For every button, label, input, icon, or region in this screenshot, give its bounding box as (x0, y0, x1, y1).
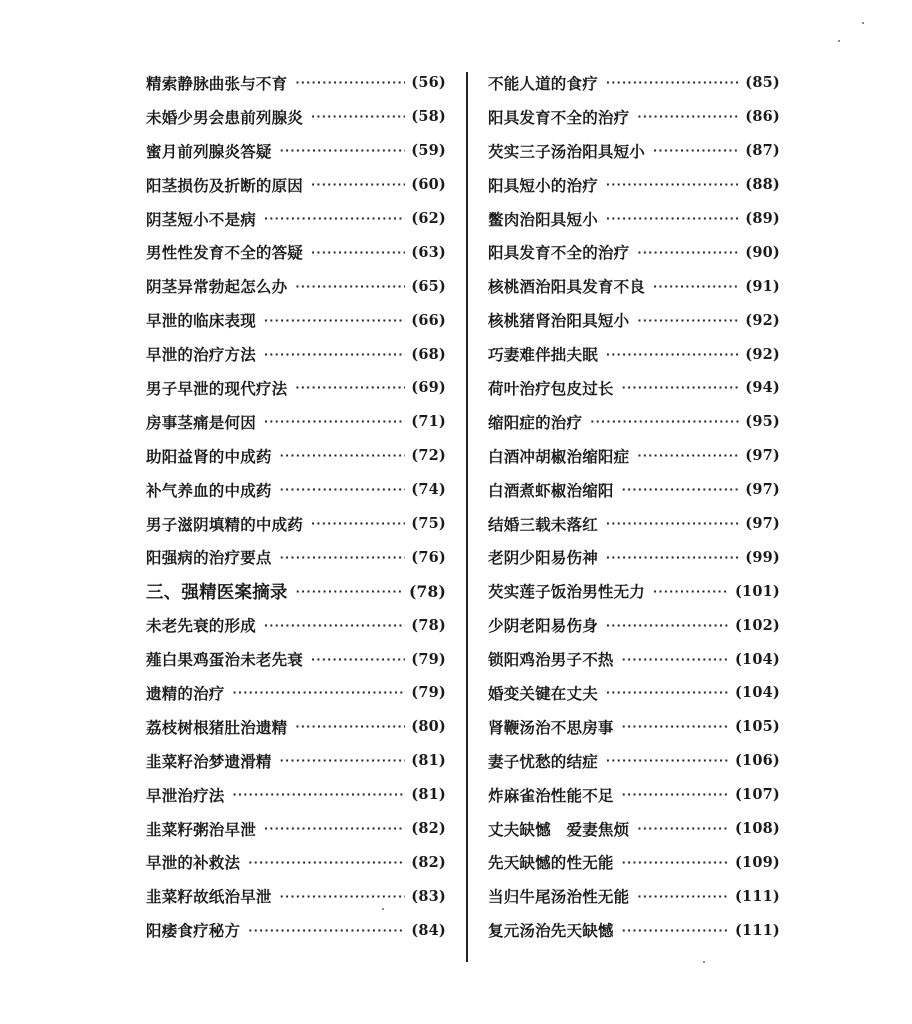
column-divider (466, 72, 468, 962)
toc-entry-title: 白酒冲胡椒治缩阳症 (488, 447, 630, 466)
toc-entry-title: 核桃猪肾治阳具短小 (488, 312, 630, 331)
toc-entry (488, 507, 780, 541)
toc-entry (488, 371, 780, 405)
toc-entry-page: (82) (411, 853, 446, 871)
toc-entry-page: (78) (408, 581, 446, 601)
scan-speck (862, 22, 864, 24)
toc-leader-dots (622, 789, 729, 800)
toc-entry-page: (109) (735, 853, 780, 871)
toc-entry (146, 100, 446, 134)
toc-entry-page: (74) (411, 481, 446, 499)
toc-entry-title: 老阴少阳易伤神 (488, 549, 598, 568)
toc-leader-dots (295, 281, 405, 292)
toc-entry-page: (101) (735, 582, 780, 600)
toc-entry-title: 韭菜籽治梦遗滑精 (146, 752, 272, 771)
toc-leader-dots (280, 755, 406, 766)
toc-entry-page: (63) (411, 243, 446, 261)
toc-leader-dots (233, 687, 406, 698)
scan-speck (838, 40, 840, 42)
toc-entry-page: (81) (411, 752, 446, 770)
toc-entry-page: (104) (735, 650, 780, 668)
toc-leader-dots (264, 823, 405, 834)
toc-entry-title: 早泄的补救法 (146, 854, 241, 873)
toc-entry (146, 540, 446, 574)
toc-entry (488, 608, 780, 642)
toc-entry (146, 405, 446, 439)
toc-entry-page: (97) (745, 481, 780, 499)
toc-entry (488, 405, 780, 439)
toc-entry-title: 男性性发育不全的答疑 (146, 244, 304, 263)
toc-entry-title: 阴茎异常勃起怎么办 (146, 278, 288, 297)
toc-leader-dots (606, 349, 739, 360)
toc-entry (488, 879, 780, 913)
toc-entry-title: 复元汤治先天缺憾 (488, 922, 614, 941)
toc-entry (146, 507, 446, 541)
toc-entry-page: (82) (411, 820, 446, 838)
toc-leader-dots (264, 315, 405, 326)
toc-entry-page: (58) (411, 108, 446, 126)
toc-leader-dots (233, 789, 406, 800)
toc-entry-title: 锁阳鸡治男子不热 (488, 651, 614, 670)
toc-entry (146, 337, 446, 371)
toc-leader-dots (280, 145, 406, 156)
toc-entry-page: (78) (411, 616, 446, 634)
toc-entry (488, 473, 780, 507)
toc-entry-page: (69) (411, 379, 446, 397)
toc-leader-dots (622, 857, 729, 868)
toc-entry (146, 168, 446, 202)
toc-entry-page: (79) (411, 650, 446, 668)
toc-entry (146, 66, 446, 100)
toc-leader-dots (296, 586, 403, 597)
toc-entry-page: (108) (735, 820, 780, 838)
toc-entry-title: 未婚少男会患前列腺炎 (146, 108, 304, 127)
toc-entry (488, 913, 780, 947)
toc-leader-dots (264, 213, 405, 224)
toc-entry (146, 812, 446, 846)
toc-entry-title: 少阴老阳易伤身 (488, 617, 598, 636)
toc-entry-title: 早泄的治疗方法 (146, 346, 256, 365)
toc-entry-title: 婚变关键在丈夫 (488, 684, 598, 703)
toc-entry-title: 韭菜籽故纸治早泄 (146, 888, 272, 907)
toc-entry-page: (56) (411, 74, 446, 92)
toc-leader-dots (653, 586, 729, 597)
toc-entry (488, 303, 780, 337)
toc-entry-page: (91) (745, 277, 780, 295)
toc-entry (488, 710, 780, 744)
toc-entry (488, 100, 780, 134)
toc-leader-dots (264, 620, 405, 631)
toc-entry (488, 202, 780, 236)
toc-entry-title: 早泄治疗法 (146, 786, 225, 805)
toc-leader-dots (622, 721, 729, 732)
toc-entry-title: 韭菜籽粥治早泄 (146, 820, 256, 839)
toc-entry-page: (111) (735, 887, 780, 905)
toc-entry-title: 补气养血的中成药 (146, 481, 272, 500)
toc-entry-page: (84) (411, 921, 446, 939)
toc-leader-dots (653, 281, 739, 292)
toc-entry-title: 阳强病的治疗要点 (146, 549, 272, 568)
toc-entry (488, 235, 780, 269)
toc-entry (146, 744, 446, 778)
scan-speck (703, 961, 705, 963)
toc-leader-dots (280, 484, 406, 495)
toc-leader-dots (248, 925, 405, 936)
toc-entry-title: 先天缺憾的性无能 (488, 854, 614, 873)
toc-entry-page: (65) (411, 277, 446, 295)
toc-entry-page: (102) (735, 616, 780, 634)
toc-entry-page: (92) (745, 311, 780, 329)
toc-entry-title: 荷叶治疗包皮过长 (488, 379, 614, 398)
toc-entry-title: 阳茎损伤及折断的原因 (146, 176, 304, 195)
toc-leader-dots (622, 382, 740, 393)
toc-entry (146, 439, 446, 473)
toc-leader-dots (248, 857, 405, 868)
toc-entry (488, 540, 780, 574)
toc-leader-dots (622, 654, 729, 665)
toc-entry (146, 710, 446, 744)
toc-leader-dots (295, 382, 405, 393)
toc-leader-dots (264, 349, 405, 360)
toc-entry-page: (60) (411, 176, 446, 194)
toc-entry (146, 845, 446, 879)
toc-entry-title: 阳具发育不全的治疗 (488, 108, 630, 127)
toc-entry-page: (97) (745, 447, 780, 465)
toc-entry-page: (66) (411, 311, 446, 329)
toc-entry-page: (90) (745, 243, 780, 261)
toc-leader-dots (637, 823, 729, 834)
toc-entry (488, 337, 780, 371)
toc-entry-page: (75) (411, 515, 446, 533)
toc-entry-title: 阳具短小的治疗 (488, 176, 598, 195)
toc-entry-title: 白酒煮虾椒治缩阳 (488, 481, 614, 500)
toc-leader-dots (311, 654, 405, 665)
toc-leader-dots (606, 213, 739, 224)
toc-entry (146, 778, 446, 812)
toc-entry-title: 遗精的治疗 (146, 684, 225, 703)
toc-entry-page: (92) (745, 345, 780, 363)
toc-leader-dots (637, 247, 739, 258)
toc-entry (488, 676, 780, 710)
toc-entry-page: (72) (411, 447, 446, 465)
toc-leader-dots (622, 484, 740, 495)
toc-entry-title: 男子滋阴填精的中成药 (146, 515, 304, 534)
toc-entry-title: 早泄的临床表现 (146, 312, 256, 331)
toc-entry-title: 薤白果鸡蛋治未老先衰 (146, 651, 304, 670)
toc-entry (146, 202, 446, 236)
toc-entry-title: 芡实莲子饭治男性无力 (488, 583, 646, 602)
toc-entry (146, 608, 446, 642)
toc-entry-title: 肾鞭汤治不思房事 (488, 718, 614, 737)
toc-entry (488, 574, 780, 608)
toc-entry (488, 812, 780, 846)
toc-entry-page: (111) (735, 921, 780, 939)
toc-entry-page: (68) (411, 345, 446, 363)
toc-leader-dots (637, 891, 729, 902)
toc-entry (488, 168, 780, 202)
toc-entry (146, 134, 446, 168)
toc-entry-page: (104) (735, 684, 780, 702)
toc-entry (488, 744, 780, 778)
toc-entry (488, 845, 780, 879)
toc-entry (488, 778, 780, 812)
toc-leader-dots (653, 145, 739, 156)
toc-entry (488, 642, 780, 676)
toc-entry-page: (85) (745, 74, 780, 92)
toc-leader-dots (606, 518, 739, 529)
toc-entry-page: (62) (411, 210, 446, 227)
toc-leader-dots (606, 77, 739, 88)
toc-entry-page: (80) (411, 718, 446, 736)
toc-entry-title: 精索静脉曲张与不育 (146, 74, 288, 93)
toc-entry-title: 核桃酒治阳具发育不良 (488, 278, 646, 297)
toc-entry-title: 蜜月前列腺炎答疑 (146, 142, 272, 161)
toc-entry-page: (79) (411, 684, 446, 702)
toc-entry-page: (83) (411, 887, 446, 905)
toc-entry-title: 阳痿食疗秘方 (146, 922, 241, 941)
toc-entry-page: (105) (735, 718, 780, 736)
toc-leader-dots (637, 111, 739, 122)
toc-entry-page: (95) (745, 413, 780, 431)
toc-entry (488, 269, 780, 303)
toc-entry-page: (97) (745, 515, 780, 533)
toc-leader-dots (606, 755, 729, 766)
toc-leader-dots (622, 925, 729, 936)
toc-entry-title: 不能人道的食疗 (488, 74, 598, 93)
toc-leader-dots (311, 111, 405, 122)
toc-entry-page: (106) (735, 752, 780, 770)
toc-leader-dots (637, 315, 739, 326)
toc-leader-dots (280, 450, 406, 461)
toc-entry (146, 371, 446, 405)
toc-leader-dots (637, 450, 739, 461)
toc-entry-title: 未老先衰的形成 (146, 617, 256, 636)
toc-entry-title: 缩阳症的治疗 (488, 413, 583, 432)
toc-entry-page: (81) (411, 786, 446, 804)
toc-entry (146, 642, 446, 676)
toc-leader-dots (606, 552, 739, 563)
toc-entry-title: 三、强精医案摘录 (146, 582, 288, 603)
toc-entry-page: (88) (745, 176, 780, 194)
toc-leader-dots (311, 518, 405, 529)
toc-leader-dots (311, 247, 405, 258)
toc-entry-page: (76) (411, 548, 446, 566)
toc-entry (146, 269, 446, 303)
toc-entry (146, 303, 446, 337)
toc-entry-title: 阳具发育不全的治疗 (488, 244, 630, 263)
toc-leader-dots (264, 416, 405, 427)
toc-entry (146, 235, 446, 269)
toc-entry-title: 当归牛尾汤治性无能 (488, 888, 630, 907)
scan-speck (382, 908, 384, 910)
toc-entry-title: 巧妻难伴拙夫眠 (488, 346, 598, 365)
toc-entry-page: (87) (745, 142, 780, 160)
toc-entry-title: 助阳益肾的中成药 (146, 447, 272, 466)
toc-entry-title: 炸麻雀治性能不足 (488, 786, 614, 805)
toc-entry (146, 913, 446, 947)
toc-entry-title: 芡实三子汤治阳具短小 (488, 142, 646, 161)
toc-entry-page: (89) (745, 210, 780, 227)
toc-entry (488, 134, 780, 168)
toc-entry-page: (99) (745, 548, 780, 566)
toc-entry (488, 66, 780, 100)
toc-leader-dots (280, 552, 406, 563)
toc-leader-dots (295, 721, 405, 732)
toc-leader-dots (295, 77, 405, 88)
toc-leader-dots (280, 891, 406, 902)
toc-left-column (146, 66, 446, 947)
toc-entry-title: 荔枝树根猪肚治遗精 (146, 718, 288, 737)
toc-entry (146, 879, 446, 913)
toc-entry (146, 473, 446, 507)
toc-entry-title: 妻子忧愁的结症 (488, 752, 598, 771)
toc-entry-page: (59) (411, 142, 446, 160)
toc-entry-page: (71) (411, 413, 446, 431)
toc-entry-title: 结婚三载未落红 (488, 515, 598, 534)
toc-leader-dots (311, 179, 405, 190)
toc-leader-dots (606, 179, 739, 190)
toc-leader-dots (590, 416, 739, 427)
toc-entry-title: 阴茎短小不是病 (146, 210, 256, 229)
toc-entry-page: (107) (735, 786, 780, 804)
toc-leader-dots (606, 687, 729, 698)
toc-entry (146, 676, 446, 710)
toc-section-heading (146, 574, 446, 608)
toc-entry-page: (86) (745, 108, 780, 126)
toc-right-column (488, 66, 780, 947)
toc-entry-title: 男子早泄的现代疗法 (146, 379, 288, 398)
toc-leader-dots (606, 620, 729, 631)
toc-entry-title: 鳖肉治阳具短小 (488, 210, 598, 229)
toc-entry-title: 丈夫缺憾 爱妻焦烦 (488, 820, 630, 839)
toc-entry-title: 房事茎痛是何因 (146, 413, 256, 432)
toc-entry (488, 439, 780, 473)
toc-entry-page: (94) (745, 379, 780, 397)
